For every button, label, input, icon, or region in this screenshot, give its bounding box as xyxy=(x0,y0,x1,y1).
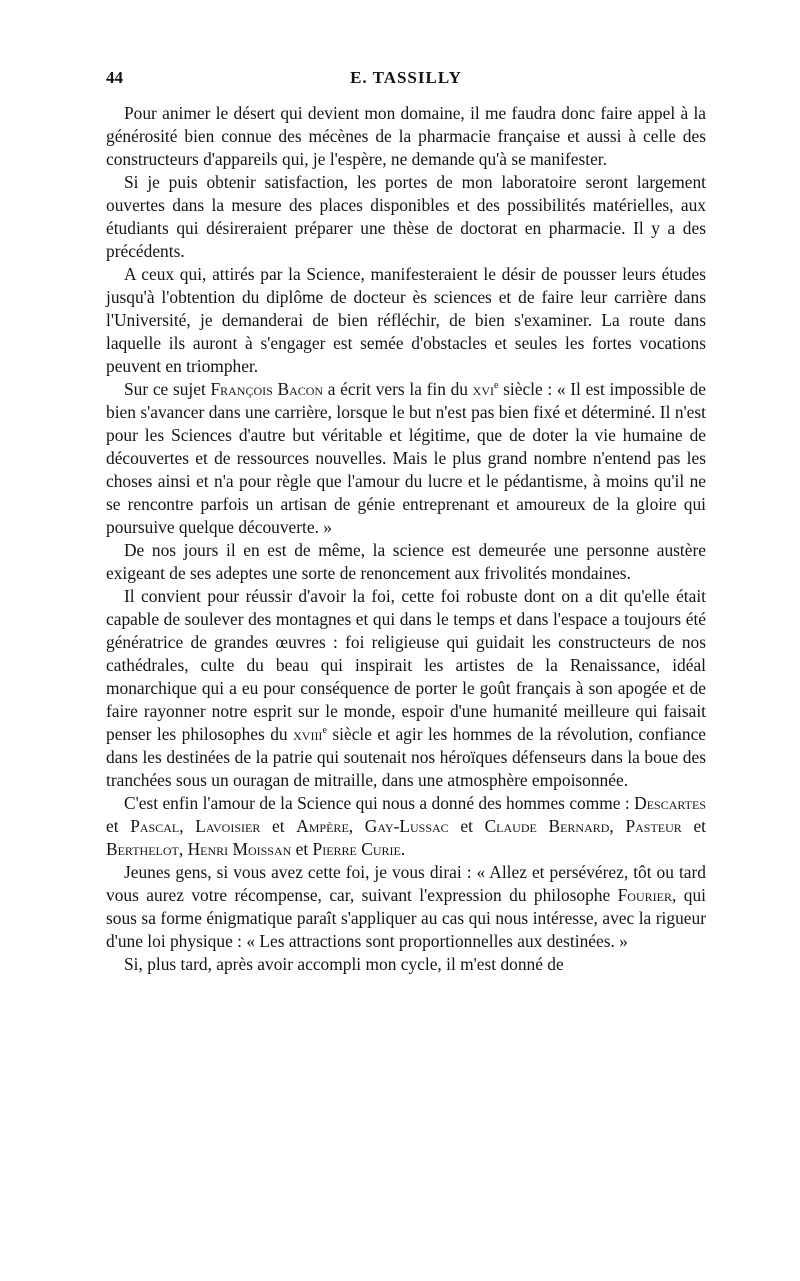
century-numeral: xviii xyxy=(293,724,323,744)
person-name: Gay-Lussac xyxy=(364,816,449,836)
text-run: et xyxy=(291,839,313,859)
page-number: 44 xyxy=(106,68,123,87)
paragraph xyxy=(106,792,706,861)
paragraph xyxy=(106,585,706,792)
text-run: , xyxy=(178,839,188,859)
paragraph: A ceux qui, attirés par la Science, manifesteraient le désir de pousser leurs études jusqu'à l'obtention du diplôme de docteur ès sciences et de faire leur carrière dans l'Université, je demanderai de bien réfléchir, de bien s'examiner. La route dans laquelle ils auront à s'engager est semée d'obstacles et seules les fortes vocations peuvent en triompher. xyxy=(106,264,706,376)
text-run: a écrit vers la fin du xyxy=(323,379,473,399)
body-text xyxy=(106,102,706,976)
text-run: siècle : « Il est impossible de bien s'avancer dans une carrière, lorsque le but n'est pas bien fixé et déterminé. Il n'est pour les Sciences d'autre but véritable et légitime, que de doter la vie humaine de découvertes et de ressources nouvelles. Mais le plus grand nombre n'entend pas les choses ainsi et n'a pour règle que l'amour du lucre et le pédantisme, à moins qu'il ne se rencontre parfois un artisan de génie entreprenant et amoureux de la gloire qui poursuive quelque découverte. » xyxy=(106,379,707,537)
paragraph: Si je puis obtenir satisfaction, les portes de mon laboratoire seront largement ouvertes dans la mesure des places disponibles et des possibilités matérielles, aux étudiants qui désireraient préparer une thèse de doctorat en pharmacie. Il y a des précédents. xyxy=(106,172,706,261)
text-run: et xyxy=(681,816,706,836)
paragraph: De nos jours il en est de même, la science est demeurée une personne austère exigeant de ses adeptes une sorte de renoncement aux frivolités mondaines. xyxy=(106,540,706,583)
text-run: , xyxy=(609,816,626,836)
text-run: , xyxy=(348,816,365,836)
book-page xyxy=(106,64,706,976)
text-run: et xyxy=(260,816,297,836)
person-name: Claude Bernard xyxy=(484,816,610,836)
text-run: Jeunes gens, si vous avez cette foi, je vous dirai : « Allez et persévérez, tôt ou tard vous aurez votre récompense, car, suivant l'expression du philosophe xyxy=(106,862,706,905)
text-run: et xyxy=(448,816,485,836)
person-name: Pasteur xyxy=(625,816,682,836)
paragraph: Si, plus tard, après avoir accompli mon cycle, il m'est donné de xyxy=(124,954,564,974)
text-run: , xyxy=(179,816,196,836)
person-name: Descartes xyxy=(634,793,706,813)
text-run: . xyxy=(400,839,406,859)
person-name: Fourier xyxy=(617,885,672,905)
person-name: Pascal xyxy=(130,816,180,836)
person-name: Lavoisier xyxy=(195,816,261,836)
text-run: et xyxy=(106,816,131,836)
person-name: Henri Moissan xyxy=(187,839,292,859)
page-header xyxy=(106,64,706,92)
person-name: Berthelot xyxy=(106,839,179,859)
superscript: e xyxy=(322,725,327,737)
person-name: Ampère xyxy=(296,816,349,836)
text-run: Il convient pour réussir d'avoir la foi, cette foi robuste dont on a dit qu'elle était capable de soulever des montagnes et qui dans le temps et dans l'espace a toujours été génératrice de grandes œuvres : foi religieuse qui guidait les constructeurs de nos cathédrales, culte du beau qui inspirait les artistes de la Renaissance, idéal monarchique qui a eu pour conséquence de porter le goût français à son apogée et de faire rayonner notre esprit sur le monde, espoir d'une humanité meilleure qui faisait penser les philosophes du xyxy=(106,586,706,744)
paragraph xyxy=(106,378,706,539)
text-run: , qui sous sa forme énigmatique paraît s'appliquer au cas qui nous intéresse, avec la rigueur d'une loi physique : « Les attractions sont proportionnelles aux destinées. » xyxy=(106,885,706,951)
century-numeral: xvi xyxy=(472,379,494,399)
person-name: François Bacon xyxy=(210,379,324,399)
paragraph: Pour animer le désert qui devient mon domaine, il me faudra donc faire appel à la générosité bien connue des mécènes de la pharmacie française et aussi à celle des constructeurs d'appareils qui, je l'espère, ne demande qu'à se manifester. xyxy=(106,103,706,169)
text-run: C'est enfin l'amour de la Science qui nous a donné des hommes comme : xyxy=(124,793,635,813)
person-name: Pierre Curie xyxy=(312,839,401,859)
text-run: Sur ce sujet xyxy=(124,379,211,399)
text-run: siècle et agir les hommes de la révolution, confiance dans les destinées de la patrie qui soutenait nos héroïques défenseurs dans la boue des tranchées sous un ouragan de mitraille, dans une atmosphère empoisonnée. xyxy=(106,724,707,790)
paragraph xyxy=(106,861,706,953)
superscript: e xyxy=(494,380,499,392)
running-head: E. TASSILLY xyxy=(350,68,462,87)
